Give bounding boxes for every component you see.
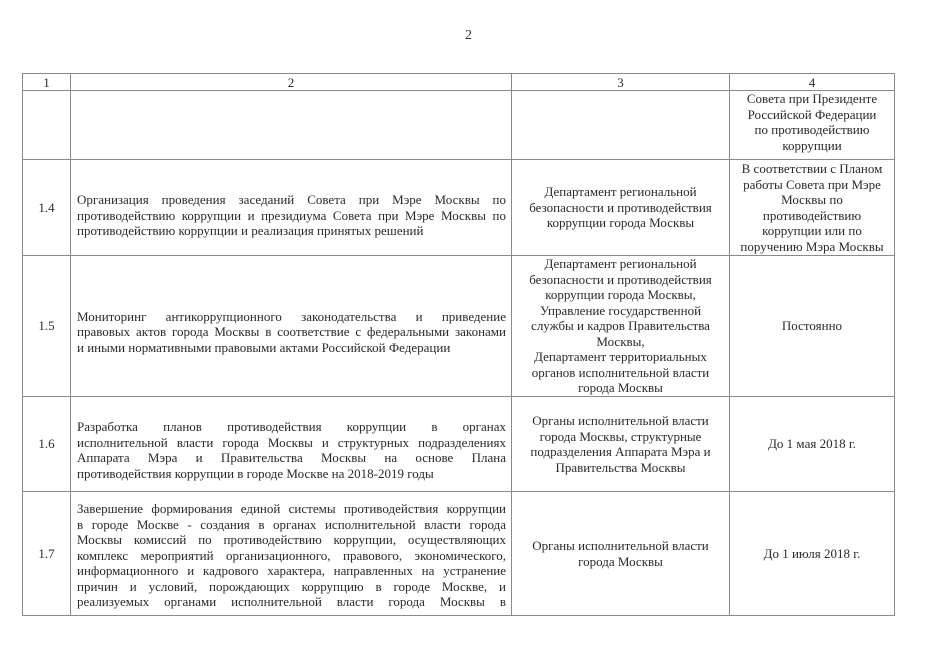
column-header-1: 1 <box>23 74 71 91</box>
term-line: В соответствии с Планом <box>741 161 883 176</box>
term-line: по противодействию <box>754 122 870 137</box>
term-line: коррупции <box>782 137 842 153</box>
table-row <box>23 397 895 492</box>
description-line: противодействия коррупции в городе Москве на 2018-2019 годы <box>77 465 434 481</box>
row-description-cell <box>71 492 512 616</box>
row-responsible-cell <box>512 397 730 492</box>
anticorruption-plan-table <box>22 73 895 616</box>
table-row <box>23 256 895 397</box>
table-header-row <box>23 74 895 91</box>
responsible-line: Управление государственной <box>539 302 702 318</box>
description-line: информационного и кадрового характера, направленных на устранение <box>77 563 506 579</box>
column-header-3: 3 <box>512 74 730 91</box>
responsible-line: службы и кадров Правительства <box>531 318 710 334</box>
row-number-cell <box>23 91 71 160</box>
column-header-2: 2 <box>71 74 512 91</box>
description-line: реализуемых органами исполнительной власти города Москвы в <box>77 594 506 610</box>
responsible-line: города Москвы, структурные <box>539 428 702 444</box>
responsible-line: Москвы, <box>596 333 645 349</box>
description-line: в городе Москве - создания в органах исполнительной власти города <box>77 516 506 532</box>
term-line: Совета при Президенте <box>746 91 878 106</box>
row-term-cell <box>730 492 895 616</box>
description-line: Аппарата Мэра и Правительства Москвы на основе Плана <box>77 450 506 465</box>
term-line: поручению Мэра Москвы <box>740 238 884 254</box>
description-line: Разработка планов противодействия коррупции в органах <box>77 419 506 434</box>
description-line: Мониторинг антикоррупционного законодательства и приведение <box>77 308 506 324</box>
term-line: противодействию <box>762 207 862 223</box>
term-line: Постоянно <box>781 318 843 334</box>
column-header-4: 4 <box>730 74 895 91</box>
table-row-continuation <box>23 91 895 160</box>
row-term-cell <box>730 256 895 397</box>
responsible-line: коррупции города Москвы <box>546 215 695 231</box>
row-description-cell <box>71 397 512 492</box>
term-line: работы Совета при Мэре <box>743 176 881 192</box>
row-responsible-cell <box>512 256 730 397</box>
description-line: Организация проведения заседаний Совета при Мэре Москвы по <box>77 192 506 208</box>
row-number-cell: 1.6 <box>23 397 71 492</box>
row-description-cell <box>71 160 512 256</box>
description-line: противодействию коррупции и реализация принятых решений <box>77 223 424 239</box>
row-number-cell: 1.7 <box>23 492 71 616</box>
row-responsible-cell <box>512 160 730 256</box>
row-term-cell <box>730 160 895 256</box>
responsible-line: Департамент региональной <box>544 256 697 272</box>
responsible-line: органов исполнительной власти <box>531 364 710 380</box>
term-line: Москвы по <box>781 192 843 207</box>
responsible-line: города Москвы <box>578 553 663 569</box>
row-description-cell <box>71 91 512 160</box>
term-line: До 1 мая 2018 г. <box>768 436 856 452</box>
term-line: До 1 июля 2018 г. <box>763 545 861 561</box>
description-line: Москвы комиссий по противодействию коррупции, осуществляющих <box>77 532 506 548</box>
responsible-line: коррупции города Москвы, <box>545 287 696 303</box>
description-line: противодействию коррупции и президиума Совета при Мэре Москвы по <box>77 207 506 223</box>
row-responsible-cell <box>512 91 730 160</box>
responsible-line: Департамент территориальных <box>534 349 707 365</box>
page-number: 2 <box>465 28 472 43</box>
table-row <box>23 160 895 256</box>
responsible-line: Органы исполнительной власти <box>532 413 709 428</box>
table-row <box>23 492 895 616</box>
responsible-line: Правительства Москвы <box>555 459 686 475</box>
responsible-line: подразделения Аппарата Мэра и <box>530 444 711 459</box>
description-line: правовых актов города Москвы в соответствие с федеральными законами <box>77 324 506 340</box>
responsible-line: города Москвы <box>578 380 663 396</box>
row-number-cell: 1.5 <box>23 256 71 397</box>
row-term-cell <box>730 397 895 492</box>
responsible-line: Департамент региональной <box>544 184 697 200</box>
responsible-line: Органы исполнительной власти <box>532 538 709 553</box>
row-description-cell <box>71 256 512 397</box>
term-line: коррупции или по <box>762 223 862 238</box>
description-line: комплекс мероприятий организационного, правового, экономического, <box>77 547 506 563</box>
responsible-line: безопасности и противодействия <box>529 199 712 215</box>
description-line: причин и условий, порождающих коррупцию в городе Москве, и <box>77 578 506 594</box>
row-number-cell: 1.4 <box>23 160 71 256</box>
term-line: Российской Федерации <box>747 106 877 122</box>
row-responsible-cell <box>512 492 730 616</box>
responsible-line: безопасности и противодействия <box>529 271 712 287</box>
description-line: и иными нормативными правовыми актами Российской Федерации <box>77 339 451 355</box>
row-term-cell <box>730 91 895 160</box>
description-line: исполнительной власти города Москвы и структурных подразделениях <box>77 434 506 450</box>
description-line: Завершение формирования единой системы противодействия коррупции <box>77 501 506 517</box>
